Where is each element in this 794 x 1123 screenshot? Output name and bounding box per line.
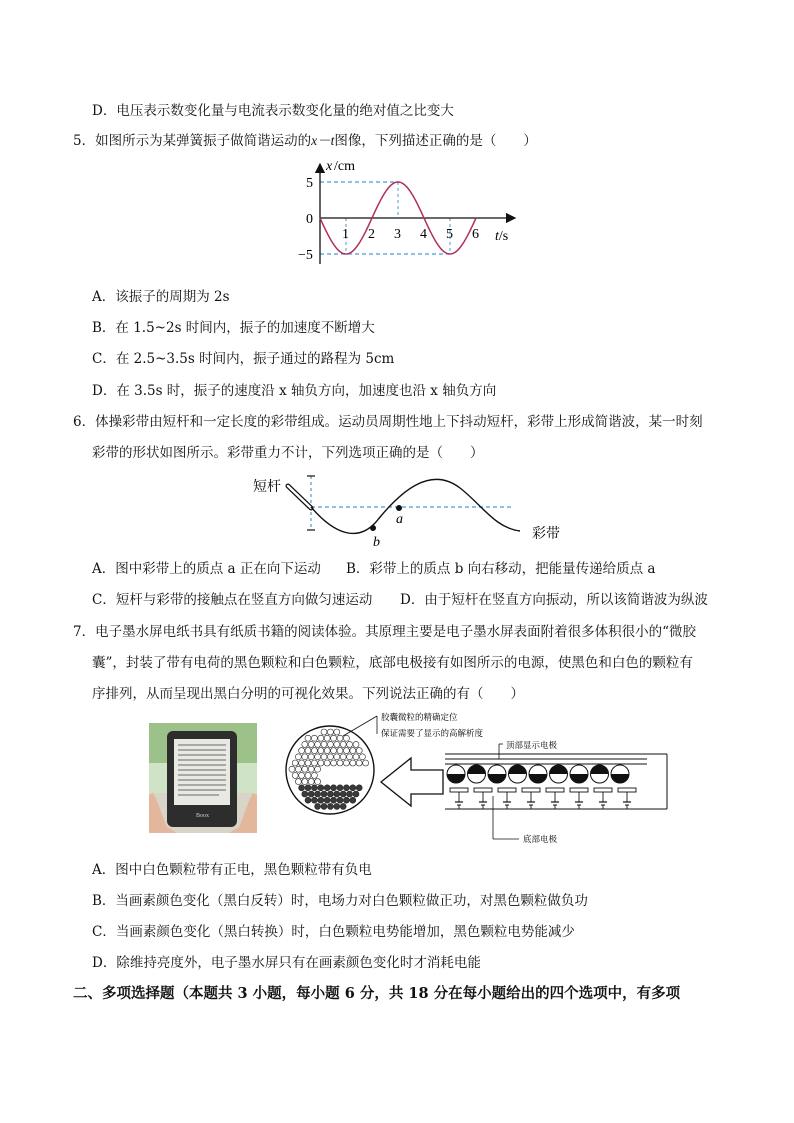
q6-point-a: [396, 505, 402, 511]
white-particle: [318, 760, 324, 766]
black-particle: [311, 785, 317, 791]
black-particle: [347, 791, 353, 797]
black-particle: [315, 791, 321, 797]
q5-ytick-0: 0: [306, 212, 313, 227]
white-particle: [302, 779, 308, 785]
q5-option-a: A．该振子的周期为 2s: [92, 289, 230, 305]
white-particle: [327, 729, 333, 735]
white-particle: [337, 760, 343, 766]
white-particle: [356, 748, 362, 754]
white-particle: [337, 735, 343, 741]
black-particle: [343, 797, 349, 803]
q5-ytick-5: 5: [306, 176, 313, 191]
q5-y-unit: /cm: [334, 159, 355, 174]
q5-xtick-5: 5: [446, 227, 453, 242]
black-particle: [321, 791, 327, 797]
q7-caption-top2: 保证需要了显示的高解析度: [381, 728, 484, 738]
white-particle: [295, 779, 301, 785]
white-particle: [353, 741, 359, 747]
q7-top-electrode-label: 顶部显示电极: [506, 740, 558, 750]
white-particle: [295, 766, 301, 772]
black-particle: [324, 785, 330, 791]
black-particle: [334, 803, 340, 809]
white-particle: [308, 741, 314, 747]
q5-option-d: D．在 3.5s 时，振子的速度沿 x 轴负方向，加速度也沿 x 轴负方向: [92, 383, 497, 399]
white-particle: [347, 741, 353, 747]
black-particle: [334, 791, 340, 797]
q6-option-a: A．图中彩带上的质点 a 正在向下运动: [92, 561, 321, 577]
white-particle: [331, 735, 337, 741]
q5-xtick-2: 2: [368, 227, 375, 242]
q5-xt-graph: [290, 152, 530, 270]
white-particle: [292, 772, 298, 778]
bottom-electrode-plate: [594, 788, 612, 792]
white-particle: [343, 735, 349, 741]
black-particle: [318, 797, 324, 803]
q7-stem-line2: 囊”，封装了带有电荷的黑色颗粒和白色颗粒，底部电极接有如图所示的电源，使黑色和白色的颗粒有: [92, 655, 693, 671]
q5-stem-var: x－t: [311, 133, 335, 148]
bottom-electrode-plate: [498, 788, 516, 792]
q5-option-b: B．在 1.5~2s 时间内，振子的加速度不断增大: [92, 320, 375, 336]
black-particle: [315, 803, 321, 809]
white-particle: [305, 760, 311, 766]
white-particle: [343, 748, 349, 754]
black-particle: [305, 785, 311, 791]
q5-option-c: C．在 2.5~3.5s 时间内，振子通过的路程为 5cm: [92, 351, 395, 367]
q7-bottom-electrode-label: 底部电极: [523, 834, 558, 844]
q6-stem-line2: 彩带的形状如图所示。彩带重力不计，下列选项正确的是（ ）: [92, 445, 484, 461]
black-particle: [321, 803, 327, 809]
bottom-electrode-plate: [546, 788, 564, 792]
q6-option-c: C．短杆与彩带的接触点在竖直方向做匀速运动: [92, 592, 373, 608]
white-particle: [302, 766, 308, 772]
white-particle: [299, 760, 305, 766]
bottom-electrode-plate: [570, 788, 588, 792]
q5-xtick-4: 4: [420, 227, 427, 242]
bottom-electrode-plate: [522, 788, 540, 792]
black-particle: [350, 785, 356, 791]
black-particle: [311, 797, 317, 803]
white-particle: [305, 735, 311, 741]
white-particle: [327, 741, 333, 747]
white-particle: [334, 741, 340, 747]
white-particle: [331, 760, 337, 766]
q7-caption-top1: 胶囊微粒的精确定位: [381, 712, 458, 722]
black-particle: [337, 785, 343, 791]
q7-option-c: C．当画素颜色变化（黑白转换）时，白色颗粒电势能增加，黑色颗粒电势能减少: [92, 924, 575, 940]
white-particle: [324, 735, 330, 741]
black-particle: [337, 797, 343, 803]
white-particle: [359, 754, 365, 760]
q6-ribbon-figure: [250, 470, 600, 550]
white-particle: [327, 754, 333, 760]
black-particle: [302, 791, 308, 797]
white-particle: [315, 741, 321, 747]
q5-x-label: t/s: [495, 229, 509, 244]
black-particle: [324, 797, 330, 803]
q7-device-brand: Boox: [196, 813, 210, 819]
black-particle: [340, 791, 346, 797]
q5-stem: [73, 132, 537, 150]
q6-option-d: D．由于短杆在竖直方向振动，所以该简谐波为纵波: [400, 592, 708, 608]
white-particle: [350, 760, 356, 766]
white-particle: [353, 754, 359, 760]
q6-label-a: a: [396, 512, 403, 527]
bottom-electrode-plate: [450, 788, 468, 792]
white-particle: [311, 735, 317, 741]
q7-stem-line3: 序排列，从而呈现出黑白分明的可视化效果。下列说法正确的有（ ）: [92, 686, 524, 702]
black-particle: [327, 803, 333, 809]
q6-rod-label: 短杆: [253, 480, 281, 495]
bottom-electrode-plate: [618, 788, 636, 792]
white-particle: [299, 772, 305, 778]
black-particle: [331, 797, 337, 803]
black-particle: [305, 797, 311, 803]
black-particle: [356, 785, 362, 791]
white-particle: [302, 754, 308, 760]
white-particle: [292, 760, 298, 766]
q5-xtick-3: 3: [394, 227, 401, 242]
black-particle: [350, 797, 356, 803]
white-particle: [289, 766, 295, 772]
q5-xtick-1: 1: [342, 227, 349, 242]
black-particle: [327, 791, 333, 797]
white-particle: [305, 772, 311, 778]
white-particle: [311, 772, 317, 778]
black-particle: [308, 791, 314, 797]
black-particle: [343, 785, 349, 791]
q7-ereader-photo: [149, 723, 257, 833]
white-particle: [308, 779, 314, 785]
q7-microcapsule-diagram: [285, 708, 675, 848]
white-particle: [340, 754, 346, 760]
white-particle: [337, 748, 343, 754]
q5-stem-end: 图像，下列描述正确的是（ ）: [334, 133, 537, 149]
white-particle: [331, 748, 337, 754]
white-particle: [315, 754, 321, 760]
q6-option-b: B．彩带上的质点 b 向右移动，把能量传递给质点 a: [346, 561, 656, 577]
q7-stem-line1: 7．电子墨水屏电纸书具有纸质书籍的阅读体验。其原理主要是电子墨水屏表面附着很多体积很小的“微胶: [73, 624, 696, 640]
white-particle: [311, 760, 317, 766]
white-particle: [315, 766, 321, 772]
q6-stem-line1: 6．体操彩带由短杆和一定长度的彩带组成。运动员周期性地上下抖动短杆，彩带上形成简谐波，某一时刻: [73, 414, 703, 430]
white-particle: [340, 741, 346, 747]
q5-ytick-neg5: −5: [298, 248, 313, 263]
white-particle: [305, 748, 311, 754]
q6-point-b: [370, 525, 376, 531]
q5-xtick-6: 6: [472, 227, 479, 242]
white-particle: [334, 729, 340, 735]
white-particle: [311, 748, 317, 754]
white-particle: [324, 748, 330, 754]
white-particle: [302, 741, 308, 747]
q7-option-d: D．除维持亮度外，电子墨水屏只有在画素颜色变化时才消耗电能: [92, 955, 481, 971]
white-particle: [318, 735, 324, 741]
white-particle: [350, 748, 356, 754]
white-particle: [295, 754, 301, 760]
white-particle: [308, 766, 314, 772]
white-particle: [321, 741, 327, 747]
q5-stem-text: 5．如图所示为某弹簧振子做简谐运动的: [73, 133, 312, 149]
white-particle: [308, 754, 314, 760]
white-particle: [343, 760, 349, 766]
q6-ribbon-label: 彩带: [532, 527, 560, 542]
black-particle: [353, 791, 359, 797]
white-particle: [324, 760, 330, 766]
white-particle: [321, 754, 327, 760]
bottom-electrode-plate: [474, 788, 492, 792]
white-particle: [315, 779, 321, 785]
section-2-title: 二、多项选择题（本题共 3 小题，每小题 6 分，共 18 分在每小题给出的四个选项中，有多项: [73, 985, 681, 1002]
q5-y-label: x: [326, 159, 333, 174]
white-particle: [318, 748, 324, 754]
white-particle: [356, 760, 362, 766]
q7-option-a: A．图中白色颗粒带有正电，黑色颗粒带有负电: [92, 862, 372, 878]
q7-option-b: B．当画素颜色变化（黑白反转）时，电场力对白色颗粒做正功，对黑色颗粒做负功: [92, 893, 588, 909]
white-particle: [363, 760, 369, 766]
q6-label-b: b: [373, 535, 380, 550]
black-particle: [299, 785, 305, 791]
black-particle: [331, 785, 337, 791]
white-particle: [299, 748, 305, 754]
q4-option-d: D．电压表示数变化量与电流表示数变化量的绝对值之比变大: [92, 103, 454, 119]
white-particle: [321, 729, 327, 735]
black-particle: [318, 785, 324, 791]
q7-big-arrow: [381, 758, 443, 806]
white-particle: [347, 754, 353, 760]
white-particle: [334, 754, 340, 760]
black-particle: [340, 803, 346, 809]
